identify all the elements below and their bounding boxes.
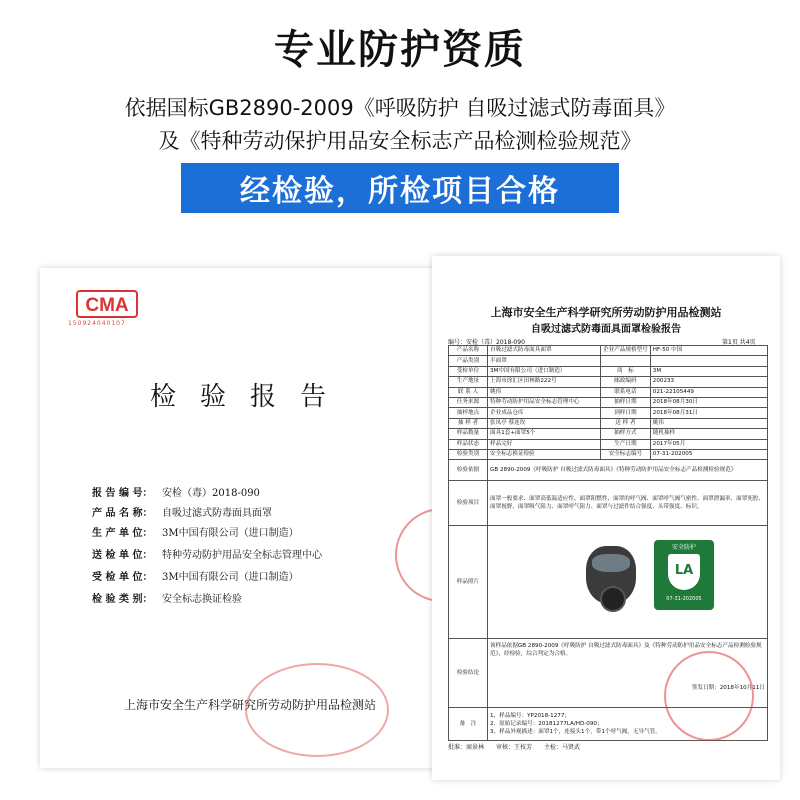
- report-org: 上海市安全生产科学研究所劳动防护用品检测站: [490, 306, 722, 319]
- table-row-photo: 样品照片 安全防护 LA 07-31-202005: [449, 526, 768, 639]
- table-row: 产品名称 自吸过滤式防毒面具面罩 企业产品规格型号 HF-50 中国: [449, 346, 768, 356]
- note-item: 3、样品外观描述：面罩1个，连接头1个，带1个呼气阀，无导气管。: [490, 729, 661, 736]
- cover-value: 特种劳动防护用品安全标志管理中心: [162, 550, 322, 561]
- table-row: 样品数量 面具1套+面罩5个 抽样方式 随机抽样: [449, 429, 768, 439]
- cover-label: 报 告 编 号：: [92, 488, 153, 499]
- mask-visor: [592, 554, 630, 572]
- cover-row-inspected-unit: [92, 568, 299, 583]
- la-shield-icon: LA: [668, 554, 700, 590]
- cover-value: 3M中国有限公司（进口制造）: [162, 572, 299, 583]
- cover-row-manufacturer: [92, 524, 299, 539]
- cover-row-inspection-type: [92, 590, 242, 605]
- table-row-items: 检验项目 面罩一般要求、面罩高低温适应性、面罩阻燃性、面罩的呼气阀、面罩呼气阀气密性、面罩泄漏率、面罩死腔、面罩视野、面罩吸气阻力、面罩呼气阻力、面罩与过滤件结合强度、头带强度、标识。: [449, 481, 768, 526]
- cma-logo-text: CMA: [85, 295, 129, 316]
- cover-footer-org: 上海市安全生产科学研究所劳动防护用品检测站: [123, 698, 376, 712]
- cover-label: 生 产 单 位：: [92, 528, 153, 539]
- cover-label: 受 检 单 位：: [92, 572, 153, 583]
- table-row: 抽样地点 企业成品仓库 到样日期 2018年08月31日: [449, 408, 768, 418]
- table-row: 样品状态 样品完好 生产日期 2017年05月: [449, 439, 768, 449]
- page-title: 专业防护资质: [274, 27, 526, 73]
- cover-label: 送 检 单 位：: [92, 550, 153, 561]
- cover-row-submitter: [92, 546, 322, 561]
- conclusion-text: 该样品依据GB 2890-2009《呼吸防护 自吸过滤式防毒面具》及《特种劳动防护用品安全标志产品检测检验规范》，经检验，综合判定为合格。: [490, 643, 762, 658]
- table-row-conclusion: 检验结论 该样品依据GB 2890-2009《呼吸防护 自吸过滤式防毒面具》及《特种劳动防护用品安全标志产品检测检验规范》，经检验，综合判定为合格。 签发日期：2018年10月11日: [449, 639, 768, 708]
- table-row-notes: 备 注 1、样品编号：YP2018-1277； 2、原始记录编号：20181277LA/HD-090； 3、样品外观描述：面罩1个，连接头1个，带1个呼气阀，无导气管。: [449, 708, 768, 741]
- sign-date: 签发日期：2018年10月11日: [691, 685, 765, 692]
- cover-row-report-number: [92, 484, 260, 499]
- cover-label: 检 验 类 别：: [92, 594, 153, 605]
- cover-label: 产 品 名 称：: [92, 508, 153, 519]
- mask-filter: [600, 586, 626, 612]
- cma-logo-number: 150924040107: [68, 320, 126, 327]
- table-row-basis: 检验依据 GB 2890-2009《呼吸防护 自吸过滤式防毒面具》《特种劳动防护用品安全标志产品检测检验规范》: [449, 460, 768, 481]
- la-safety-badge: [654, 540, 714, 610]
- la-badge-top-text: 安全防护: [671, 544, 696, 552]
- table-row: 任务来源 特种劳动防护用品安全标志管理中心 抽样日期 2018年08月30日: [449, 397, 768, 407]
- table-row: 产品类别 半面罩: [449, 356, 768, 366]
- la-badge-code: 07-31-202005: [666, 596, 702, 603]
- result-banner: 经检验，所检项目合格: [181, 163, 619, 213]
- table-row: 生产地址 上海市徐汇区田林路222号 邮政编码 200233: [449, 377, 768, 387]
- red-seal-stamp: [664, 651, 754, 741]
- report-detail-page: [432, 256, 780, 780]
- cover-value: 自吸过滤式防毒面具面罩: [162, 508, 272, 519]
- subtitle-line-1: 依据国标GB2890-2009《呼吸防护 自吸过滤式防毒面具》: [124, 96, 676, 120]
- subtitle-line-2: 及《特种劳动保护用品安全标志产品检测检验规范》: [158, 129, 642, 153]
- note-item: 1、样品编号：YP2018-1277；: [490, 713, 570, 720]
- report-number: 编号：安检（毒）2018-090: [448, 339, 525, 346]
- cover-row-product-name: [92, 504, 272, 519]
- report-cover-page: [40, 268, 460, 768]
- table-row: 抽 样 者 张凤亭 蔡连玫 送 样 者 姚伟: [449, 418, 768, 428]
- report-title: 自吸过滤式防毒面具面罩检验报告: [531, 324, 681, 335]
- cover-title: 检验报告: [149, 382, 350, 412]
- table-row: 受检单位 3M中国有限公司（进口制造） 商 标 3M: [449, 366, 768, 376]
- note-item: 2、原始记录编号：20181277LA/HD-090；: [490, 721, 603, 728]
- report-page-count: 第1页 共4页: [722, 339, 756, 346]
- table-row: 联 系 人 姚伟 联系电话 021-22105449: [449, 387, 768, 397]
- sample-photo-cell: [488, 526, 768, 639]
- cma-logo-icon: [76, 290, 138, 318]
- cover-value: 安全标志换证检验: [162, 594, 242, 605]
- cover-value: 3M中国有限公司（进口制造）: [162, 528, 299, 539]
- cover-value: 安检（毒）2018-090: [162, 488, 260, 499]
- table-row: 检验类别 安全标志换证检验 安全标志编号 07-31-202005: [449, 449, 768, 459]
- signature-line: 批准：商景林 审核：王枝芳 主检：马贤武: [448, 744, 581, 751]
